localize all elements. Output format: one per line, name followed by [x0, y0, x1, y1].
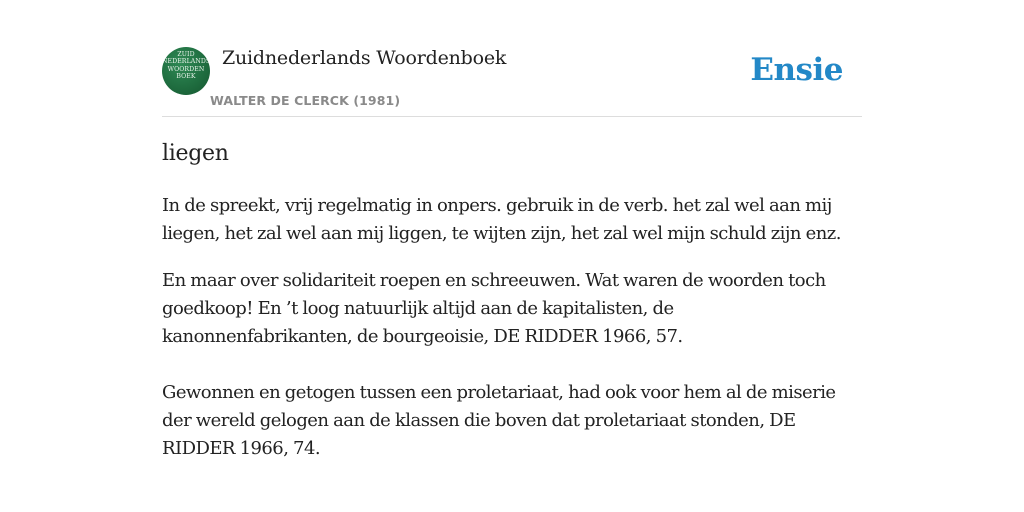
dictionary-logo[interactable]: [162, 47, 210, 95]
logo-text-line: BOEK: [176, 73, 196, 81]
dictionary-author: WALTER DE CLERCK (1981): [210, 93, 401, 108]
definition-text: In de spreekt, vrij regelmatig in onpers. gebruik in de verb. het zal wel aan mij liegen, het zal wel aan mij liggen, te wijten zijn, het zal wel mijn schuld zijn enz.: [162, 195, 841, 244]
example-quote: En maar over solidariteit roepen en schreeuwen. Wat waren de woorden toch goedkoop! En ’t loog natuurlijk altijd aan de kapitalisten, de kanonnenfabrikanten, de bourgeoisie, DE RIDDER 1966, 57.: [162, 270, 826, 347]
example-quote: Gewonnen en getogen tussen een proletariaat, had ook voor hem al de miserie der wereld gelogen aan de klassen die boven dat proletariaat stonden, DE RIDDER 1966, 74.: [162, 382, 836, 459]
logo-text-line: NEDERLANDS: [162, 58, 210, 66]
dictionary-title[interactable]: Zuidnederlands Woordenboek: [222, 47, 507, 69]
entry-card: [162, 0, 862, 512]
ensie-logo[interactable]: Ensie: [750, 52, 843, 88]
dictionary-logo-text: [162, 51, 210, 81]
headword: liegen: [162, 141, 229, 166]
logo-text-line: ZUID: [177, 51, 195, 58]
entry-header: [162, 0, 862, 117]
logo-text-line: WOORDEN: [167, 65, 205, 73]
